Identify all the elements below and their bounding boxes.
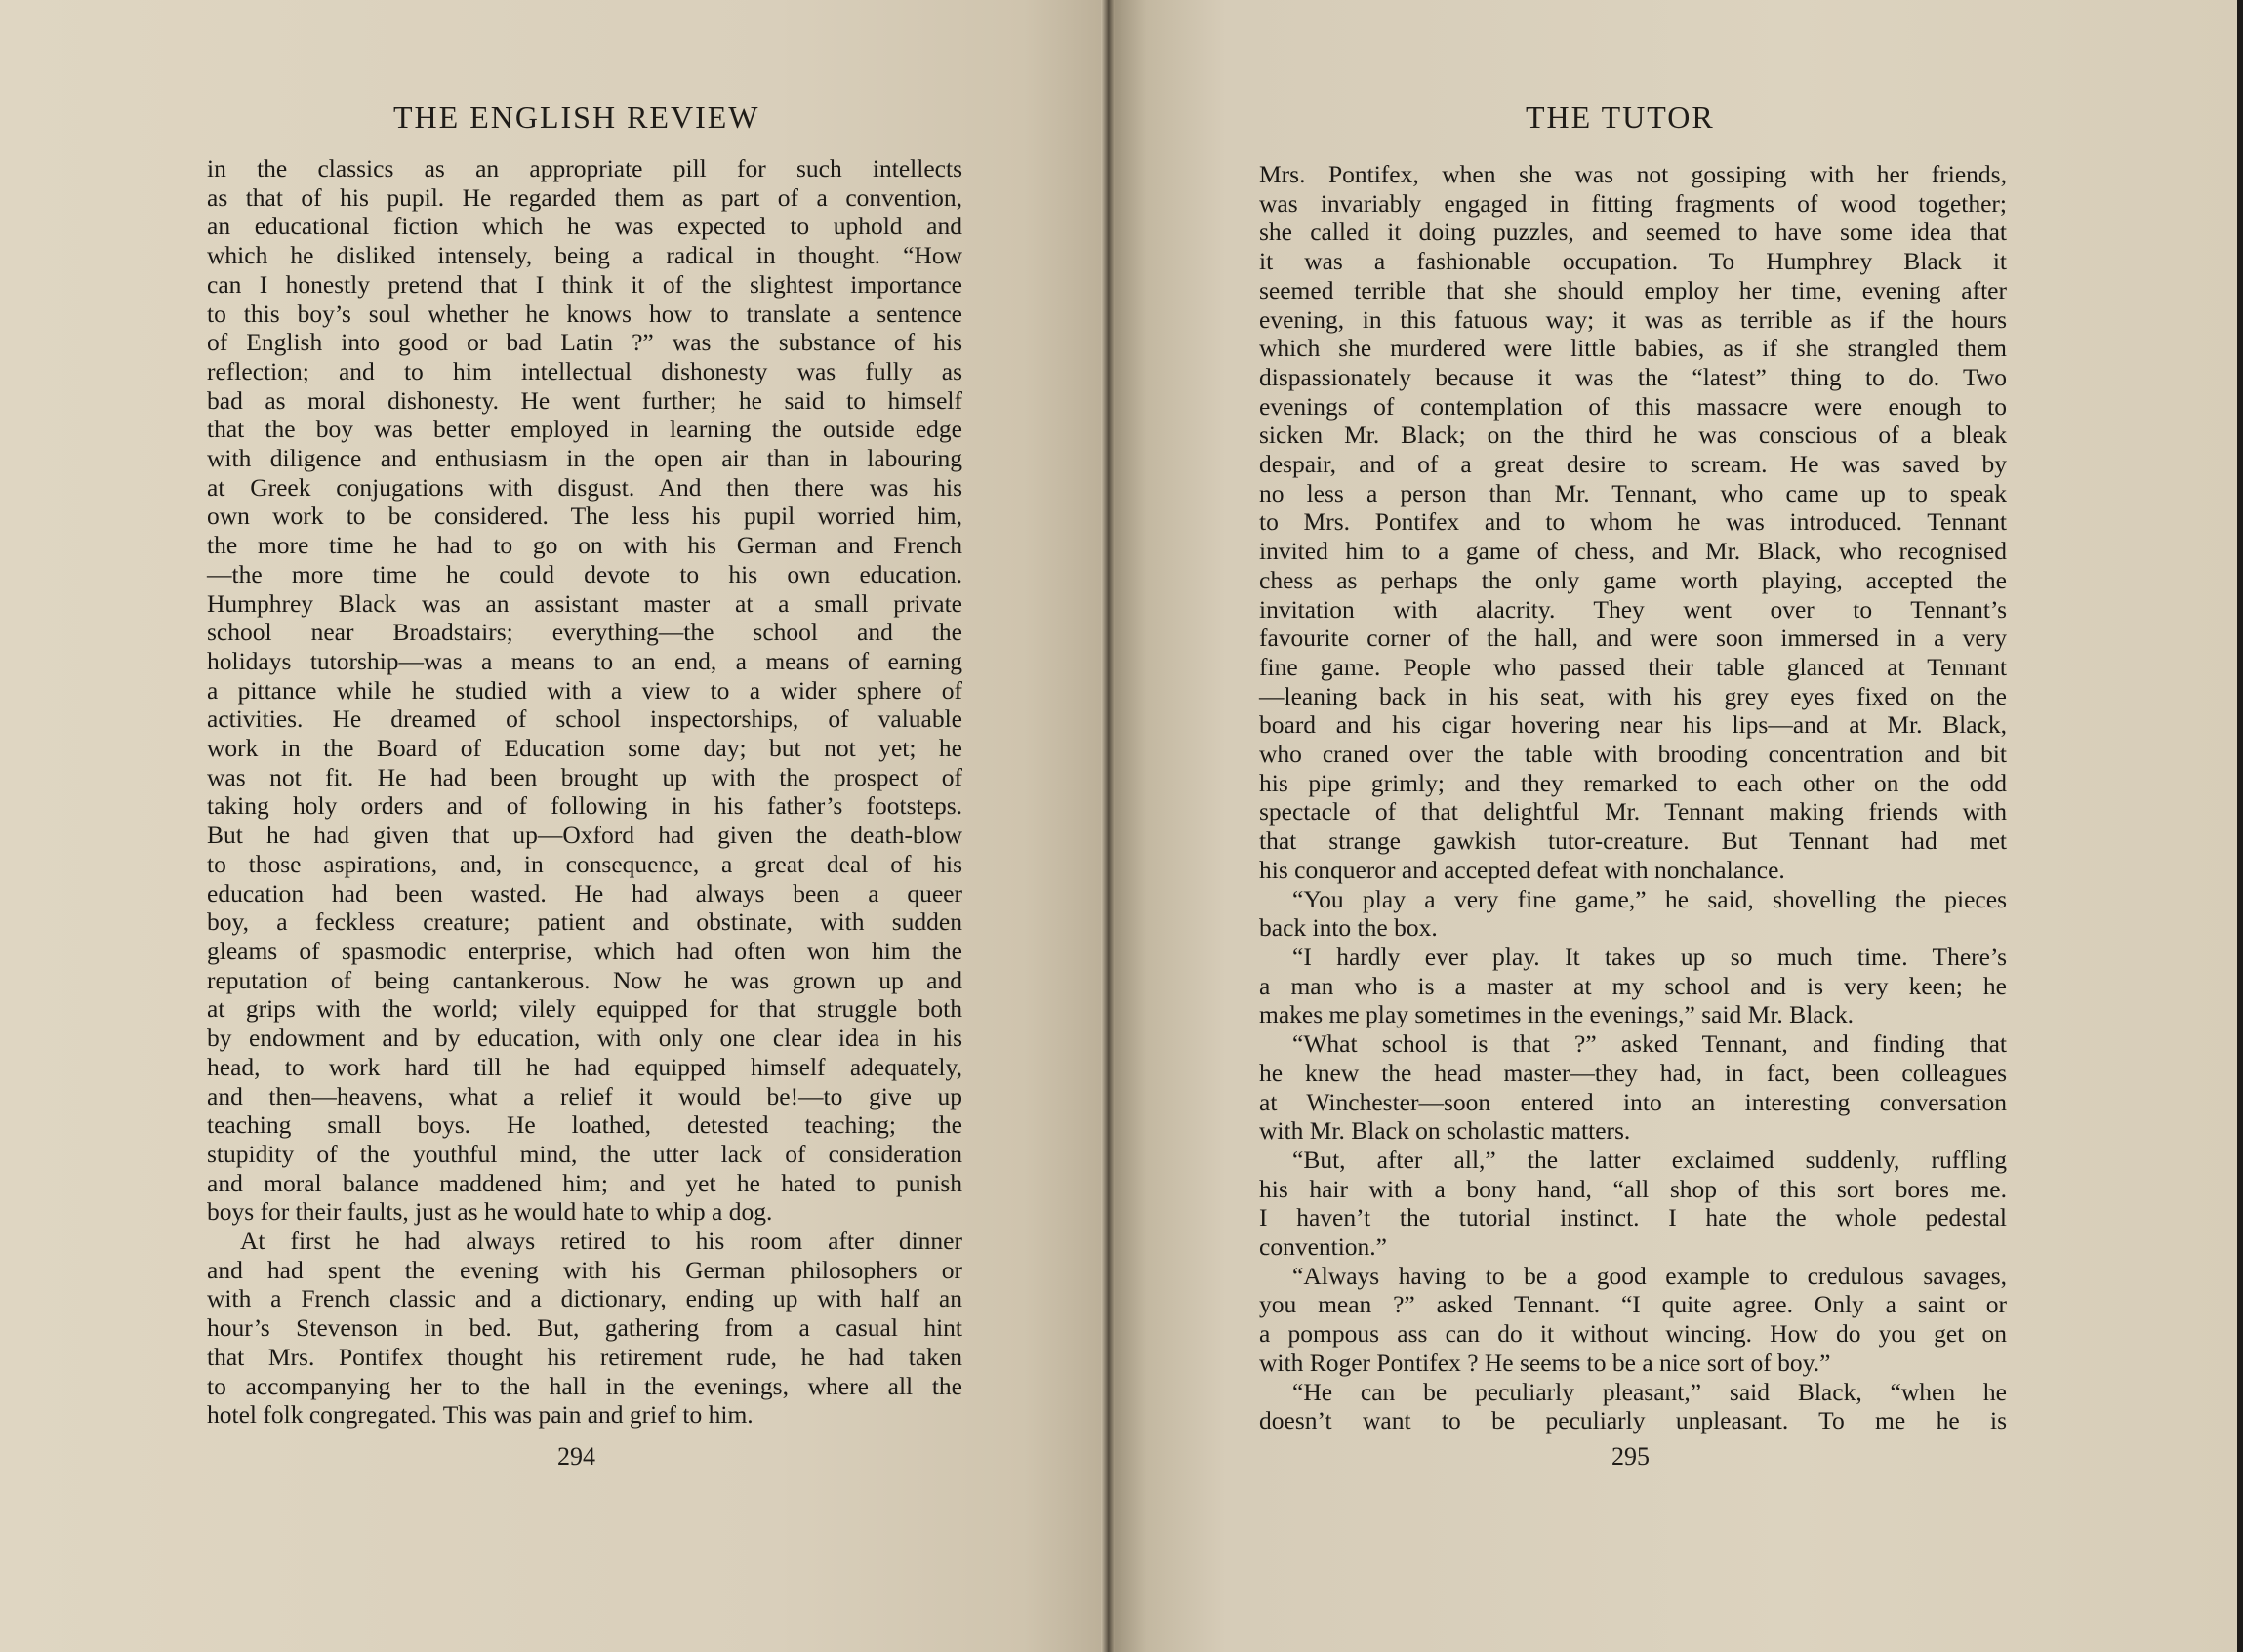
text-line: you mean ?” asked Tennant. “I quite agree. Only a saint or [1259,1290,2007,1319]
text-line: reputation of being cantankerous. Now he was grown up and [207,965,962,994]
text-line: his pipe grimly; and they remarked to each other on the odd [1259,768,2007,797]
right-page-number: 295 [1611,1442,1650,1471]
text-line: a pittance while he studied with a view to a wider sphere of [207,675,962,705]
text-line: at grips with the world; vilely equipped for that struggle both [207,994,962,1024]
text-line: I haven’t the tutorial instinct. I hate the whole pedestal [1259,1203,2007,1232]
text-line: invited him to a game of chess, and Mr. Black, who recognised [1259,537,2007,566]
text-line: reflection; and to him intellectual dishonesty was fully as [207,356,962,385]
text-line: dispassionately because it was the “latest” thing to do. Two [1259,362,2007,391]
text-line: “I hardly ever play. It takes up so much time. There’s [1292,942,2007,971]
text-line: she called it doing puzzles, and seemed to have some idea that [1259,218,2007,247]
text-line: But he had given that up—Oxford had given the death-blow [207,821,962,850]
text-line: “You play a very fine game,” he said, shovelling the pieces [1292,884,2007,913]
text-line: fine game. People who passed their table glanced at Tennant [1259,652,2007,681]
text-line: at Greek conjugations with disgust. And then there was his [207,472,962,502]
text-line: “What school is that ?” asked Tennant, and finding that [1292,1029,2007,1059]
text-line: school near Broadstairs; everything—the school and the [207,618,962,647]
text-line: convention.” [1259,1232,1387,1262]
text-line: in the classics as an appropriate pill for such intellects [207,154,962,182]
text-line: to this boy’s soul whether he knows how to translate a sentence [207,299,962,328]
text-line: despair, and of a great desire to scream. He was saved by [1259,450,2007,479]
text-line: “He can be peculiarly pleasant,” said Black, “when he [1292,1377,2007,1406]
text-line: At first he had always retired to his room after dinner [240,1227,962,1256]
text-line: boys for their faults, just as he would hate to whip a dog. [207,1197,773,1227]
left-page-text [207,154,962,1430]
left-page-number: 294 [557,1442,595,1471]
text-line: “But, after all,” the latter exclaimed suddenly, ruffling [1292,1145,2007,1174]
text-line: “Always having to be a good example to credulous savages, [1292,1261,2007,1290]
right-page-text [1259,160,2007,1435]
text-line: as that of his pupil. He regarded them as part of a convention, [207,182,962,212]
right-running-head: THE TUTOR [1526,100,1715,135]
text-line: holidays tutorship—was a means to an end, a means of earning [207,646,962,675]
text-line: back into the box. [1259,913,1438,943]
text-line: which he disliked intensely, being a radical in thought. “How [207,241,962,270]
text-line: that strange gawkish tutor-creature. But Tennant had met [1259,826,2007,856]
text-line: of English into good or bad Latin ?” was the substance of his [207,328,962,357]
text-line: that the boy was better employed in learning the outside edge [207,415,962,444]
text-line: a pompous ass can do it without wincing. How do you get on [1259,1319,2007,1349]
text-line: it was a fashionable occupation. To Humphrey Black it [1259,247,2007,276]
text-line: favourite corner of the hall, and were soon immersed in a very [1259,624,2007,653]
text-line: makes me play sometimes in the evenings,” said Mr. Black. [1259,1000,1855,1029]
text-line: —leaning back in his seat, with his grey eyes fixed on the [1259,681,2007,710]
text-line: his hair with a bony hand, “all shop of this sort bores me. [1259,1174,2007,1203]
text-line: with a French classic and a dictionary, ending up with half an [207,1284,962,1313]
text-line: was not fit. He had been brought up with the prospect of [207,762,962,791]
text-line: taking holy orders and of following in his father’s footsteps. [207,791,962,821]
text-line: that Mrs. Pontifex thought his retirement rude, he had taken [207,1342,962,1371]
text-line: spectacle of that delightful Mr. Tennant making friends with [1259,797,2007,826]
text-line: work in the Board of Education some day; but not yet; he [207,734,962,763]
text-line: stupidity of the youthful mind, the utter lack of consideration [207,1139,962,1168]
text-line: he knew the head master—they had, in fact, been colleagues [1259,1058,2007,1087]
text-line: which she murdered were little babies, as if she strangled them [1259,334,2007,363]
book-gutter [1101,0,1115,1652]
text-line: with Roger Pontifex ? He seems to be a nice sort of boy.” [1259,1348,1831,1377]
text-line: an educational fiction which he was expected to uphold and [207,212,962,241]
text-line: education had been wasted. He had always been a queer [207,878,962,907]
text-line: hotel folk congregated. This was pain and grief to him. [207,1400,754,1430]
text-line: and had spent the evening with his German philosophers or [207,1255,962,1284]
text-line: own work to be considered. The less his pupil worried him, [207,502,962,531]
text-line: chess as perhaps the only game worth playing, accepted the [1259,565,2007,594]
text-line: to those aspirations, and, in consequence, a great deal of his [207,849,962,878]
text-line: seemed terrible that she should employ her time, evening after [1259,275,2007,304]
text-line: who craned over the table with brooding concentration and bit [1259,740,2007,769]
text-line: teaching small boys. He loathed, detested teaching; the [207,1110,962,1140]
text-line: with diligence and enthusiasm in the open air than in labouring [207,444,962,473]
text-line: —the more time he could devote to his own education. [207,559,962,588]
text-line: board and his cigar hovering near his lips—and at Mr. Black, [1259,710,2007,740]
text-line: boy, a feckless creature; patient and obstinate, with sudden [207,907,962,937]
text-line: with Mr. Black on scholastic matters. [1259,1116,1631,1146]
text-line: to accompanying her to the hall in the evenings, where all the [207,1371,962,1400]
text-line: by endowment and by education, with only one clear idea in his [207,1024,962,1053]
text-line: Humphrey Black was an assistant master at a small private [207,588,962,618]
text-line: his conqueror and accepted defeat with nonchalance. [1259,855,1785,884]
left-running-head: THE ENGLISH REVIEW [393,100,760,135]
text-line: to Mrs. Pontifex and to whom he was introduced. Tennant [1259,507,2007,537]
text-line: the more time he had to go on with his German and French [207,531,962,560]
text-line: invitation with alacrity. They went over to Tennant’s [1259,594,2007,624]
text-line: activities. He dreamed of school inspectorships, of valuable [207,705,962,734]
text-line: gleams of spasmodic enterprise, which had often won him the [207,936,962,965]
text-line: doesn’t want to be peculiarly unpleasant. To me he is [1259,1406,2007,1435]
text-line: head, to work hard till he had equipped himself adequately, [207,1052,962,1081]
text-line: hour’s Stevenson in bed. But, gathering from a casual hint [207,1313,962,1343]
text-line: Mrs. Pontifex, when she was not gossiping with her friends, [1259,160,2007,188]
text-line: was invariably engaged in fitting fragments of wood together; [1259,188,2007,218]
text-line: at Winchester—soon entered into an interesting conversation [1259,1087,2007,1116]
text-line: no less a person than Mr. Tennant, who came up to speak [1259,478,2007,507]
text-line: evening, in this fatuous way; it was as terrible as if the hours [1259,304,2007,334]
text-line: evenings of contemplation of this massacre were enough to [1259,391,2007,421]
text-line: and moral balance maddened him; and yet he hated to punish [207,1168,962,1197]
text-line: sicken Mr. Black; on the third he was conscious of a bleak [1259,421,2007,450]
text-line: and then—heavens, what a relief it would be!—to give up [207,1081,962,1110]
text-line: a man who is a master at my school and is very keen; he [1259,971,2007,1000]
text-line: can I honestly pretend that I think it of the slightest importance [207,269,962,299]
scan-edge [2237,0,2243,1652]
text-line: bad as moral dishonesty. He went further; he said to himself [207,385,962,415]
